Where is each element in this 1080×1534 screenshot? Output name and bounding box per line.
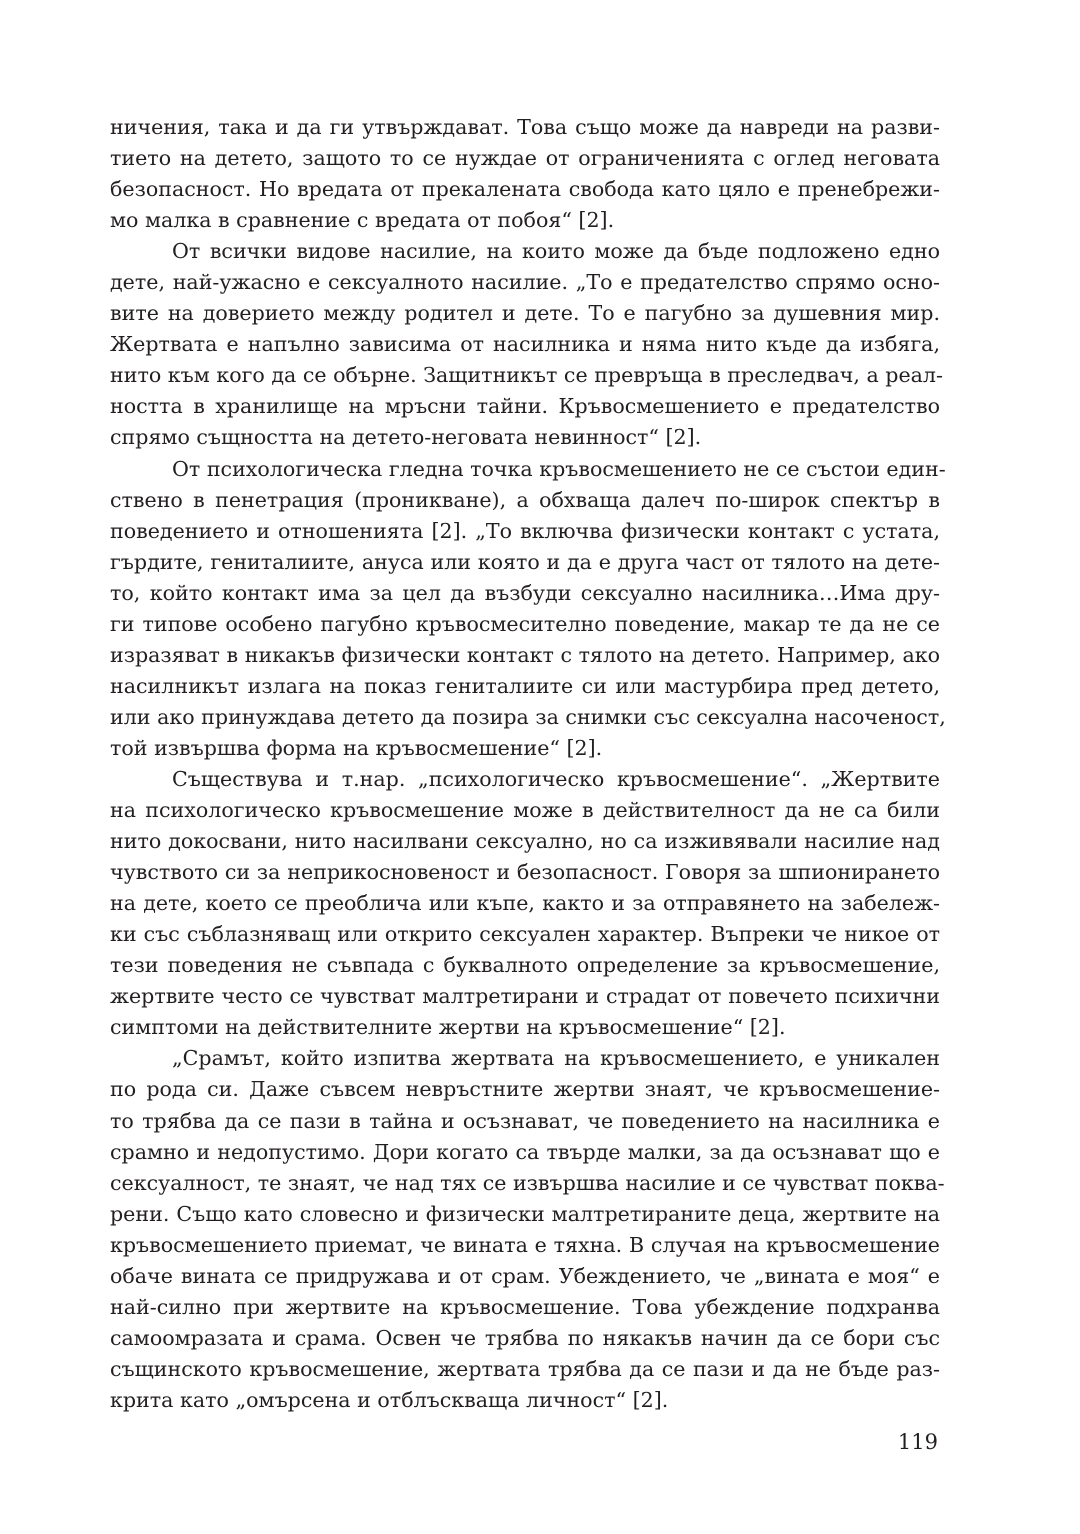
text-line: безопасност. Но вредата от прекалената свобода като цяло е пренебрежи-: [110, 177, 940, 202]
text-line: дете, най-ужасно е сексуалното насилие. „То е предателство спрямо осно-: [110, 270, 940, 295]
text-line: самоомразата и срама. Освен че трябва по някакъв начин да се бори със: [110, 1325, 940, 1350]
text-line: обаче вината се придружава и от срам. Убеждението, че „вината е моя“ е: [110, 1263, 940, 1288]
text-line: жертвите често се чувстват малтретирани и страдат от повечето психични: [110, 984, 940, 1009]
text-line: рени. Също като словесно и физически малтретираните деца, жертвите на: [110, 1201, 940, 1226]
text-line: кръвосмешението приемат, че вината е тяхна. В случая на кръвосмешение: [110, 1232, 940, 1257]
text-line: гърдите, гениталиите, ануса или която и да е друга част от тялото на дете-: [110, 549, 940, 574]
text-line: крита като „омърсена и отблъскваща личност“ [2].: [110, 1387, 669, 1412]
text-line: срамно и недопустимо. Дори когато са твърде малки, за да осъзнават що е: [110, 1139, 940, 1164]
paragraph-1: [110, 112, 940, 236]
text-line: изразяват в никакъв физически контакт с тялото на детето. Например, ако: [110, 642, 940, 667]
text-line: спрямо същността на детето-неговата невинност“ [2].: [110, 425, 702, 450]
text-line: то трябва да се пази в тайна и осъзнават, че поведението на насилника е: [110, 1108, 940, 1133]
text-line: или ако принуждава детето да позира за снимки със сексуална насоченост,: [110, 704, 946, 729]
page-number: 119: [897, 1430, 938, 1454]
text-line: Жертвата е напълно зависима от насилника и няма нито къде да избяга,: [110, 332, 940, 357]
text-line: тези поведения не съвпада с буквалното определение за кръвосмешение,: [110, 953, 940, 978]
text-line: ствено в пенетрация (проникване), а обхваща далеч по-широк спектър в: [110, 487, 940, 512]
text-line: поведението и отношенията [2]. „То включва физически контакт с устата,: [110, 518, 940, 543]
text-line: ки със съблазняващ или открито сексуален характер. Въпреки че никое от: [110, 922, 940, 947]
text-line: От психологическа гледна точка кръвосмешението не се състои един-: [172, 456, 946, 481]
text-line: чувството си за неприкосновеност и безопасност. Говоря за шпионирането: [110, 860, 940, 885]
text-line: то, който контакт има за цел да възбуди сексуално насилника…Има дру-: [110, 580, 940, 605]
paragraph-5: [110, 1043, 945, 1416]
paragraph-3: [110, 454, 946, 764]
text-line: насилникът излага на показ гениталиите си или мастурбира пред детето,: [110, 673, 940, 698]
body-text: [110, 112, 946, 1416]
text-line: ността в хранилище на мръсни тайни. Кръвосмешението е предателство: [110, 394, 940, 419]
text-line: „Срамът, който изпитва жертвата на кръвосмешението, е уникален: [172, 1046, 940, 1071]
text-line: ничения, така и да ги утвърждават. Това също може да навреди на разви-: [110, 115, 940, 139]
text-line: той извършва форма на кръвосмешение“ [2].: [110, 735, 603, 760]
text-line: вите на доверието между родител и дете. То е пагубно за душевния мир.: [110, 301, 940, 326]
text-line: Съществува и т.нар. „психологическо кръвосмешение“. „Жертвите: [172, 766, 940, 791]
text-line: на дете, което се преоблича или къпе, както и за отправянето на забележ-: [110, 891, 940, 916]
text-line: мо малка в сравнение с вредата от побоя“ [2].: [110, 208, 615, 233]
text-line: сексуалност, те знаят, че над тях се извършва насилие и се чувстват поква-: [110, 1170, 945, 1195]
paragraph-4: [110, 764, 940, 1043]
text-line: нито докосвани, нито насилвани сексуално, но са изживявали насилие над: [110, 829, 940, 854]
text-line: по рода си. Даже съвсем невръстните жертви знаят, че кръвосмешение-: [110, 1077, 940, 1102]
text-line: на психологическо кръвосмешение може в действителност да не са били: [110, 798, 940, 823]
text-line: От всички видове насилие, на които може да бъде подложено едно: [172, 239, 940, 264]
text-line: най-силно при жертвите на кръвосмешение. Това убеждение подхранва: [110, 1294, 940, 1319]
text-line: тието на детето, защото то се нуждае от ограниченията с оглед неговата: [110, 146, 940, 171]
text-line: ги типове особено пагубно кръвосмесително поведение, макар те да не се: [110, 611, 940, 636]
paragraph-2: [110, 236, 943, 453]
text-line: нито към кого да се обърне. Защитникът се превръща в преследвач, а реал-: [110, 363, 943, 388]
text-line: същинското кръвосмешение, жертвата трябва да се пази и да не бъде раз-: [110, 1356, 940, 1381]
text-line: симптоми на действителните жертви на кръвосмешение“ [2].: [110, 1015, 786, 1040]
